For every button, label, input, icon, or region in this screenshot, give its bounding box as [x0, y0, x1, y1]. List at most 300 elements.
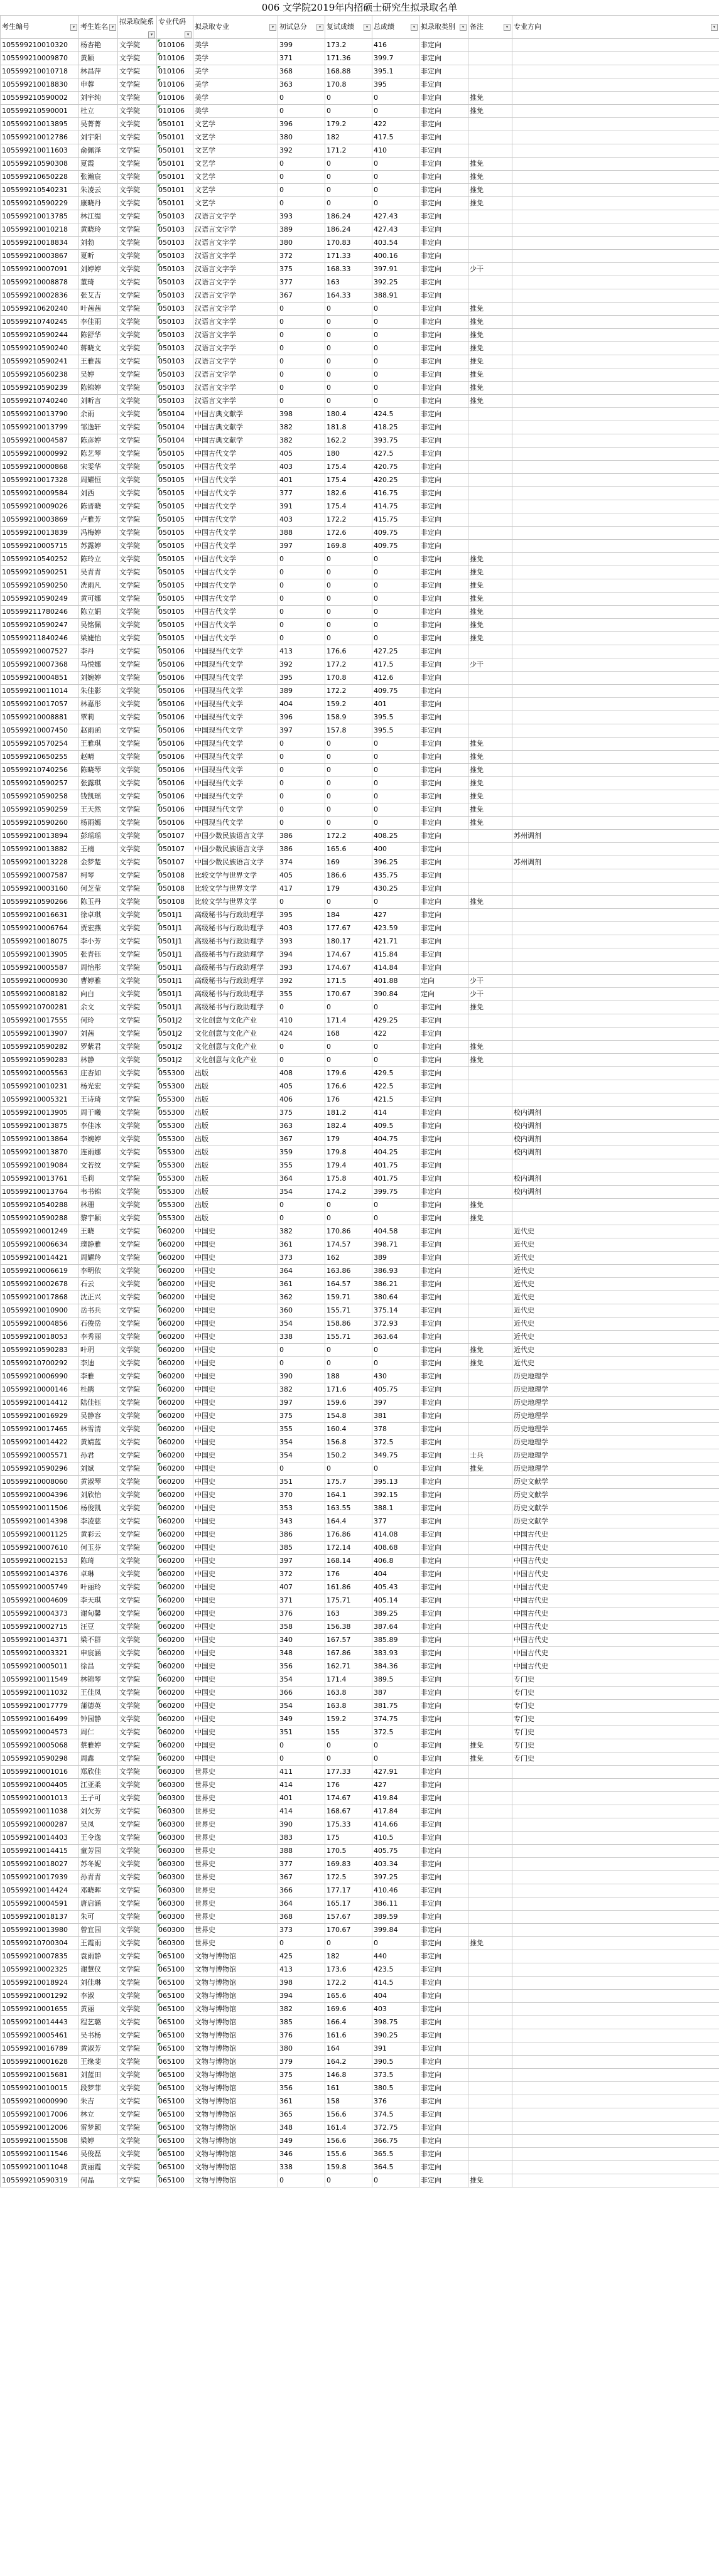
cell-department[interactable]: 文学院: [118, 2042, 157, 2056]
cell-direction[interactable]: [512, 368, 719, 382]
cell-total-score[interactable]: 405.75: [372, 1383, 419, 1397]
cell-department[interactable]: 文学院: [118, 1673, 157, 1687]
cell-remark[interactable]: 推免: [468, 896, 512, 909]
cell-retest-score[interactable]: 0: [325, 368, 372, 382]
cell-candidate-name[interactable]: 刘婷婷: [79, 263, 118, 276]
filter-dropdown-icon[interactable]: ▾: [711, 24, 718, 31]
cell-admission-type[interactable]: 非定向: [419, 1093, 468, 1107]
cell-retest-score[interactable]: 158: [325, 2095, 372, 2108]
cell-candidate-id[interactable]: 105599210016631: [1, 909, 79, 922]
cell-candidate-name[interactable]: 卓琳: [79, 1568, 118, 1581]
cell-candidate-name[interactable]: 李丹: [79, 645, 118, 658]
cell-department[interactable]: 文学院: [118, 2135, 157, 2148]
cell-candidate-id[interactable]: 105599210590001: [1, 105, 79, 118]
cell-retest-score[interactable]: 0: [325, 1199, 372, 1212]
cell-direction[interactable]: 中国古代史: [512, 1647, 719, 1660]
cell-total-score[interactable]: 372.75: [372, 2122, 419, 2135]
cell-candidate-name[interactable]: 林江缇: [79, 210, 118, 223]
cell-total-score[interactable]: 422.5: [372, 1080, 419, 1093]
cell-major-code[interactable]: 050108: [157, 869, 193, 883]
cell-candidate-name[interactable]: 汪豆: [79, 1621, 118, 1634]
cell-retest-score[interactable]: 167.86: [325, 1647, 372, 1660]
cell-major-code[interactable]: 050103: [157, 250, 193, 263]
cell-candidate-id[interactable]: 105599210590241: [1, 355, 79, 368]
cell-admission-type[interactable]: 非定向: [419, 869, 468, 883]
cell-department[interactable]: 文学院: [118, 962, 157, 975]
cell-candidate-name[interactable]: 张瀚宸: [79, 171, 118, 184]
cell-retest-score[interactable]: 168.14: [325, 1555, 372, 1568]
cell-prelim-score[interactable]: 364: [278, 1173, 325, 1186]
cell-candidate-name[interactable]: 刘欣怡: [79, 1489, 118, 1502]
cell-remark[interactable]: [468, 540, 512, 553]
cell-candidate-id[interactable]: 105599210003867: [1, 250, 79, 263]
cell-remark[interactable]: [468, 1370, 512, 1383]
cell-prelim-score[interactable]: 366: [278, 1687, 325, 1700]
cell-major[interactable]: 世界史: [193, 1924, 278, 1937]
cell-major-code[interactable]: 065100: [157, 1963, 193, 1977]
cell-admission-type[interactable]: 非定向: [419, 1555, 468, 1568]
cell-candidate-id[interactable]: 105599210001125: [1, 1528, 79, 1542]
cell-total-score[interactable]: 395.5: [372, 724, 419, 738]
cell-prelim-score[interactable]: 389: [278, 223, 325, 237]
cell-prelim-score[interactable]: 340: [278, 1634, 325, 1647]
cell-department[interactable]: 文学院: [118, 1568, 157, 1581]
cell-retest-score[interactable]: 0: [325, 395, 372, 408]
cell-candidate-id[interactable]: 105599210013895: [1, 118, 79, 131]
cell-retest-score[interactable]: 175.4: [325, 461, 372, 474]
cell-total-score[interactable]: 414: [372, 1107, 419, 1120]
cell-prelim-score[interactable]: 0: [278, 1054, 325, 1067]
cell-candidate-id[interactable]: 105599210560238: [1, 368, 79, 382]
cell-prelim-score[interactable]: 398: [278, 1977, 325, 1990]
cell-admission-type[interactable]: 非定向: [419, 1502, 468, 1515]
cell-total-score[interactable]: 392.25: [372, 276, 419, 289]
cell-prelim-score[interactable]: 397: [278, 724, 325, 738]
cell-prelim-score[interactable]: 0: [278, 632, 325, 645]
cell-prelim-score[interactable]: 355: [278, 1423, 325, 1436]
cell-total-score[interactable]: 386.21: [372, 1278, 419, 1291]
cell-admission-type[interactable]: 非定向: [419, 144, 468, 158]
cell-remark[interactable]: [468, 434, 512, 448]
cell-department[interactable]: 文学院: [118, 579, 157, 593]
cell-remark[interactable]: 少干: [468, 658, 512, 672]
cell-prelim-score[interactable]: 395: [278, 672, 325, 685]
cell-direction[interactable]: 历史地理学: [512, 1449, 719, 1462]
cell-admission-type[interactable]: 非定向: [419, 513, 468, 527]
cell-prelim-score[interactable]: 395: [278, 909, 325, 922]
cell-candidate-name[interactable]: 李天琪: [79, 1594, 118, 1607]
cell-candidate-id[interactable]: 105599210004573: [1, 1726, 79, 1739]
cell-admission-type[interactable]: 非定向: [419, 1818, 468, 1832]
cell-direction[interactable]: [512, 408, 719, 421]
cell-candidate-id[interactable]: 105599210013228: [1, 856, 79, 869]
cell-direction[interactable]: [512, 131, 719, 144]
cell-direction[interactable]: [512, 566, 719, 579]
cell-candidate-id[interactable]: 105599210001655: [1, 2003, 79, 2016]
cell-direction[interactable]: [512, 2082, 719, 2095]
cell-total-score[interactable]: 0: [372, 158, 419, 171]
cell-prelim-score[interactable]: 361: [278, 1278, 325, 1291]
cell-admission-type[interactable]: 非定向: [419, 1054, 468, 1067]
cell-retest-score[interactable]: 171.2: [325, 144, 372, 158]
cell-admission-type[interactable]: 非定向: [419, 1014, 468, 1028]
cell-major-code[interactable]: 060200: [157, 1726, 193, 1739]
cell-candidate-name[interactable]: 沈正兴: [79, 1291, 118, 1304]
cell-major[interactable]: 世界史: [193, 1897, 278, 1911]
cell-retest-score[interactable]: 163: [325, 276, 372, 289]
cell-major-code[interactable]: 050105: [157, 619, 193, 632]
cell-retest-score[interactable]: 155.6: [325, 2148, 372, 2161]
cell-prelim-score[interactable]: 372: [278, 1568, 325, 1581]
cell-major-code[interactable]: 060200: [157, 1621, 193, 1634]
cell-major[interactable]: 文艺学: [193, 158, 278, 171]
cell-candidate-name[interactable]: 陈艺琴: [79, 448, 118, 461]
cell-candidate-name[interactable]: 朱吉: [79, 2095, 118, 2108]
cell-retest-score[interactable]: 164.2: [325, 2056, 372, 2069]
cell-department[interactable]: 文学院: [118, 1739, 157, 1752]
cell-direction[interactable]: 专门史: [512, 1700, 719, 1713]
cell-direction[interactable]: 专门史: [512, 1752, 719, 1766]
cell-prelim-score[interactable]: 373: [278, 1924, 325, 1937]
cell-admission-type[interactable]: 非定向: [419, 1858, 468, 1871]
cell-department[interactable]: 文学院: [118, 883, 157, 896]
cell-total-score[interactable]: 0: [372, 817, 419, 830]
cell-remark[interactable]: [468, 250, 512, 263]
cell-department[interactable]: 文学院: [118, 144, 157, 158]
cell-major-code[interactable]: 050103: [157, 316, 193, 329]
cell-candidate-name[interactable]: 吴菁菁: [79, 118, 118, 131]
cell-department[interactable]: 文学院: [118, 619, 157, 632]
cell-major[interactable]: 中国现当代文学: [193, 751, 278, 764]
cell-major-code[interactable]: 060200: [157, 1291, 193, 1304]
cell-direction[interactable]: [512, 2056, 719, 2069]
cell-candidate-name[interactable]: 林昌萍: [79, 65, 118, 78]
cell-major[interactable]: 中国古典文献学: [193, 408, 278, 421]
cell-retest-score[interactable]: 175.8: [325, 1173, 372, 1186]
cell-candidate-id[interactable]: 105599210018075: [1, 935, 79, 948]
cell-remark[interactable]: [468, 1621, 512, 1634]
cell-candidate-id[interactable]: 105599210010718: [1, 65, 79, 78]
cell-total-score[interactable]: 396.25: [372, 856, 419, 869]
cell-major-code[interactable]: 050101: [157, 158, 193, 171]
cell-admission-type[interactable]: 非定向: [419, 1977, 468, 1990]
cell-candidate-id[interactable]: 105599210010320: [1, 39, 79, 52]
cell-direction[interactable]: [512, 1871, 719, 1884]
cell-direction[interactable]: [512, 1779, 719, 1792]
cell-total-score[interactable]: 0: [372, 619, 419, 632]
cell-remark[interactable]: [468, 289, 512, 303]
cell-department[interactable]: 文学院: [118, 632, 157, 645]
cell-retest-score[interactable]: 164.4: [325, 1515, 372, 1528]
cell-major-code[interactable]: 050107: [157, 830, 193, 843]
cell-retest-score[interactable]: 175.33: [325, 1818, 372, 1832]
cell-retest-score[interactable]: 0: [325, 1212, 372, 1225]
cell-candidate-name[interactable]: 刘欠芳: [79, 1805, 118, 1818]
cell-direction[interactable]: [512, 474, 719, 487]
cell-total-score[interactable]: 419.84: [372, 1792, 419, 1805]
cell-admission-type[interactable]: 非定向: [419, 78, 468, 92]
cell-department[interactable]: 文学院: [118, 527, 157, 540]
cell-prelim-score[interactable]: 354: [278, 1318, 325, 1331]
cell-major[interactable]: 出版: [193, 1146, 278, 1159]
cell-major[interactable]: 文物与博物馆: [193, 2174, 278, 2187]
cell-department[interactable]: 文学院: [118, 1832, 157, 1845]
cell-prelim-score[interactable]: 371: [278, 52, 325, 65]
cell-department[interactable]: 文学院: [118, 1318, 157, 1331]
cell-total-score[interactable]: 0: [372, 382, 419, 395]
cell-direction[interactable]: 近代史: [512, 1252, 719, 1265]
cell-department[interactable]: 文学院: [118, 131, 157, 144]
cell-candidate-name[interactable]: 璞静雅: [79, 1238, 118, 1252]
cell-direction[interactable]: [512, 843, 719, 856]
cell-candidate-id[interactable]: 105599210007527: [1, 645, 79, 658]
cell-total-score[interactable]: 408.68: [372, 1542, 419, 1555]
cell-prelim-score[interactable]: 361: [278, 2095, 325, 2108]
cell-prelim-score[interactable]: 348: [278, 1647, 325, 1660]
cell-major-code[interactable]: 0501J1: [157, 935, 193, 948]
cell-admission-type[interactable]: 非定向: [419, 1963, 468, 1977]
cell-prelim-score[interactable]: 0: [278, 1041, 325, 1054]
cell-direction[interactable]: [512, 935, 719, 948]
cell-candidate-name[interactable]: 王楠: [79, 843, 118, 856]
cell-admission-type[interactable]: 非定向: [419, 1515, 468, 1528]
cell-department[interactable]: 文学院: [118, 909, 157, 922]
cell-total-score[interactable]: 420.75: [372, 461, 419, 474]
cell-prelim-score[interactable]: 0: [278, 764, 325, 777]
cell-major[interactable]: 出版: [193, 1080, 278, 1093]
cell-direction[interactable]: [512, 1845, 719, 1858]
cell-remark[interactable]: 推免: [468, 790, 512, 803]
cell-admission-type[interactable]: 非定向: [419, 408, 468, 421]
cell-direction[interactable]: [512, 527, 719, 540]
cell-candidate-name[interactable]: 刘蓝田: [79, 2069, 118, 2082]
cell-retest-score[interactable]: 0: [325, 2174, 372, 2187]
cell-admission-type[interactable]: 非定向: [419, 1449, 468, 1462]
cell-direction[interactable]: 中国古代史: [512, 1660, 719, 1673]
cell-candidate-name[interactable]: 董琦: [79, 276, 118, 289]
cell-total-score[interactable]: 395.5: [372, 711, 419, 724]
cell-direction[interactable]: [512, 448, 719, 461]
cell-remark[interactable]: [468, 2122, 512, 2135]
cell-major[interactable]: 中国史: [193, 1476, 278, 1489]
cell-major-code[interactable]: 065100: [157, 2003, 193, 2016]
cell-major-code[interactable]: 060300: [157, 1911, 193, 1924]
cell-department[interactable]: 文学院: [118, 738, 157, 751]
cell-direction[interactable]: [512, 158, 719, 171]
cell-department[interactable]: 文学院: [118, 184, 157, 197]
cell-candidate-id[interactable]: 105599210008182: [1, 988, 79, 1001]
cell-direction[interactable]: [512, 1766, 719, 1779]
cell-major-code[interactable]: 050105: [157, 579, 193, 593]
cell-total-score[interactable]: 380.5: [372, 2082, 419, 2095]
cell-direction[interactable]: [512, 711, 719, 724]
cell-major-code[interactable]: 065100: [157, 1990, 193, 2003]
cell-major[interactable]: 中国史: [193, 1265, 278, 1278]
cell-candidate-id[interactable]: 105599210004856: [1, 1318, 79, 1331]
cell-admission-type[interactable]: 非定向: [419, 1528, 468, 1542]
cell-candidate-id[interactable]: 105599210590244: [1, 329, 79, 342]
cell-major[interactable]: 出版: [193, 1186, 278, 1199]
cell-department[interactable]: 文学院: [118, 1726, 157, 1739]
cell-total-score[interactable]: 415.75: [372, 513, 419, 527]
cell-candidate-id[interactable]: 105599210001628: [1, 2056, 79, 2069]
cell-candidate-id[interactable]: 105599210005563: [1, 1067, 79, 1080]
cell-remark[interactable]: 推免: [468, 184, 512, 197]
cell-department[interactable]: 文学院: [118, 553, 157, 566]
cell-major[interactable]: 高级秘书与行政助理学: [193, 962, 278, 975]
cell-retest-score[interactable]: 159.71: [325, 1291, 372, 1304]
cell-remark[interactable]: [468, 1845, 512, 1858]
cell-candidate-id[interactable]: 105599210013864: [1, 1133, 79, 1146]
cell-prelim-score[interactable]: 389: [278, 685, 325, 698]
cell-retest-score[interactable]: 0: [325, 1739, 372, 1752]
cell-major[interactable]: 中国史: [193, 1423, 278, 1436]
cell-total-score[interactable]: 429.25: [372, 1014, 419, 1028]
cell-prelim-score[interactable]: 376: [278, 1607, 325, 1621]
cell-remark[interactable]: [468, 500, 512, 513]
cell-remark[interactable]: 推免: [468, 158, 512, 171]
cell-direction[interactable]: 专门史: [512, 1739, 719, 1752]
cell-major-code[interactable]: 060200: [157, 1713, 193, 1726]
cell-major-code[interactable]: 0501J2: [157, 1028, 193, 1041]
cell-admission-type[interactable]: 非定向: [419, 935, 468, 948]
cell-prelim-score[interactable]: 375: [278, 263, 325, 276]
cell-direction[interactable]: [512, 698, 719, 711]
cell-retest-score[interactable]: 182.6: [325, 487, 372, 500]
cell-remark[interactable]: 推免: [468, 777, 512, 790]
cell-major[interactable]: 中国古代文学: [193, 540, 278, 553]
cell-direction[interactable]: [512, 1041, 719, 1054]
cell-candidate-id[interactable]: 105599210013882: [1, 843, 79, 856]
cell-candidate-id[interactable]: 105599210000868: [1, 461, 79, 474]
cell-candidate-name[interactable]: 钟园静: [79, 1713, 118, 1726]
cell-candidate-id[interactable]: 105599210620240: [1, 303, 79, 316]
cell-total-score[interactable]: 423.5: [372, 1963, 419, 1977]
cell-direction[interactable]: 历史文献学: [512, 1515, 719, 1528]
cell-total-score[interactable]: 0: [372, 593, 419, 606]
cell-major-code[interactable]: 060200: [157, 1318, 193, 1331]
cell-remark[interactable]: [468, 1607, 512, 1621]
cell-candidate-name[interactable]: 杜鹃: [79, 1383, 118, 1397]
cell-candidate-id[interactable]: 105599210005321: [1, 1093, 79, 1107]
cell-total-score[interactable]: 418.25: [372, 421, 419, 434]
cell-total-score[interactable]: 406.8: [372, 1555, 419, 1568]
cell-admission-type[interactable]: 非定向: [419, 1028, 468, 1041]
cell-remark[interactable]: [468, 2161, 512, 2174]
cell-direction[interactable]: [512, 606, 719, 619]
cell-major[interactable]: 文物与博物馆: [193, 1950, 278, 1963]
cell-department[interactable]: 文学院: [118, 1067, 157, 1080]
cell-candidate-id[interactable]: 105599210005461: [1, 2029, 79, 2042]
cell-candidate-name[interactable]: 徐卓琪: [79, 909, 118, 922]
cell-major[interactable]: 文物与博物馆: [193, 2108, 278, 2122]
cell-prelim-score[interactable]: 372: [278, 250, 325, 263]
cell-candidate-id[interactable]: 105599210590266: [1, 896, 79, 909]
cell-candidate-name[interactable]: 黄淑芳: [79, 2042, 118, 2056]
cell-retest-score[interactable]: 176.6: [325, 645, 372, 658]
cell-major[interactable]: 文化创意与文化产业: [193, 1054, 278, 1067]
cell-admission-type[interactable]: 非定向: [419, 474, 468, 487]
cell-total-score[interactable]: 414.75: [372, 500, 419, 513]
cell-candidate-name[interactable]: 刘斌: [79, 1462, 118, 1476]
cell-remark[interactable]: [468, 724, 512, 738]
cell-prelim-score[interactable]: 390: [278, 1818, 325, 1832]
cell-candidate-id[interactable]: 105599210013785: [1, 210, 79, 223]
cell-direction[interactable]: [512, 724, 719, 738]
cell-prelim-score[interactable]: 424: [278, 1028, 325, 1041]
cell-total-score[interactable]: 0: [372, 553, 419, 566]
cell-remark[interactable]: [468, 962, 512, 975]
cell-direction[interactable]: [512, 329, 719, 342]
cell-direction[interactable]: [512, 2108, 719, 2122]
cell-major-code[interactable]: 060200: [157, 1687, 193, 1700]
cell-candidate-id[interactable]: 105599210590251: [1, 566, 79, 579]
cell-major-code[interactable]: 050103: [157, 263, 193, 276]
cell-candidate-id[interactable]: 105599210590250: [1, 579, 79, 593]
cell-admission-type[interactable]: 非定向: [419, 1594, 468, 1607]
cell-department[interactable]: 文学院: [118, 1607, 157, 1621]
cell-prelim-score[interactable]: 0: [278, 817, 325, 830]
cell-remark[interactable]: 推免: [468, 1199, 512, 1212]
cell-direction[interactable]: [512, 2174, 719, 2187]
cell-direction[interactable]: [512, 250, 719, 263]
cell-retest-score[interactable]: 177.67: [325, 922, 372, 935]
cell-prelim-score[interactable]: 0: [278, 606, 325, 619]
cell-retest-score[interactable]: 174.57: [325, 1238, 372, 1252]
cell-direction[interactable]: 中国古代史: [512, 1528, 719, 1542]
cell-candidate-id[interactable]: 105599210540288: [1, 1199, 79, 1212]
cell-candidate-name[interactable]: 雷梦颖: [79, 2122, 118, 2135]
cell-retest-score[interactable]: 158.86: [325, 1318, 372, 1331]
cell-candidate-id[interactable]: 105599210016789: [1, 2042, 79, 2056]
cell-direction[interactable]: [512, 738, 719, 751]
cell-admission-type[interactable]: 非定向: [419, 197, 468, 210]
cell-admission-type[interactable]: 非定向: [419, 276, 468, 289]
cell-retest-score[interactable]: 0: [325, 579, 372, 593]
cell-candidate-name[interactable]: 陈晋晓: [79, 500, 118, 513]
cell-total-score[interactable]: 422: [372, 118, 419, 131]
cell-retest-score[interactable]: 0: [325, 1357, 372, 1370]
cell-direction[interactable]: 苏州调剂: [512, 830, 719, 843]
cell-major[interactable]: 高级秘书与行政助理学: [193, 1001, 278, 1014]
cell-remark[interactable]: 推免: [468, 579, 512, 593]
cell-remark[interactable]: 推免: [468, 1739, 512, 1752]
cell-remark[interactable]: [468, 1594, 512, 1607]
cell-prelim-score[interactable]: 0: [278, 1344, 325, 1357]
cell-major[interactable]: 文物与博物馆: [193, 1977, 278, 1990]
cell-major[interactable]: 中国现当代文学: [193, 672, 278, 685]
cell-candidate-name[interactable]: 陈舒华: [79, 329, 118, 342]
cell-prelim-score[interactable]: 356: [278, 2082, 325, 2095]
cell-prelim-score[interactable]: 382: [278, 1383, 325, 1397]
cell-admission-type[interactable]: 非定向: [419, 803, 468, 817]
cell-major[interactable]: 比较文学与世界文学: [193, 883, 278, 896]
cell-major-code[interactable]: 060200: [157, 1515, 193, 1528]
cell-department[interactable]: 文学院: [118, 1647, 157, 1660]
cell-candidate-name[interactable]: 朱可: [79, 1911, 118, 1924]
cell-remark[interactable]: 士兵: [468, 1449, 512, 1462]
cell-retest-score[interactable]: 170.8: [325, 672, 372, 685]
cell-department[interactable]: 文学院: [118, 1752, 157, 1766]
cell-direction[interactable]: [512, 500, 719, 513]
cell-prelim-score[interactable]: 398: [278, 408, 325, 421]
cell-candidate-id[interactable]: 105599210004587: [1, 434, 79, 448]
cell-prelim-score[interactable]: 397: [278, 540, 325, 553]
cell-major-code[interactable]: 050103: [157, 223, 193, 237]
cell-candidate-name[interactable]: 唐启涵: [79, 1897, 118, 1911]
cell-department[interactable]: 文学院: [118, 1186, 157, 1199]
cell-department[interactable]: 文学院: [118, 1766, 157, 1779]
